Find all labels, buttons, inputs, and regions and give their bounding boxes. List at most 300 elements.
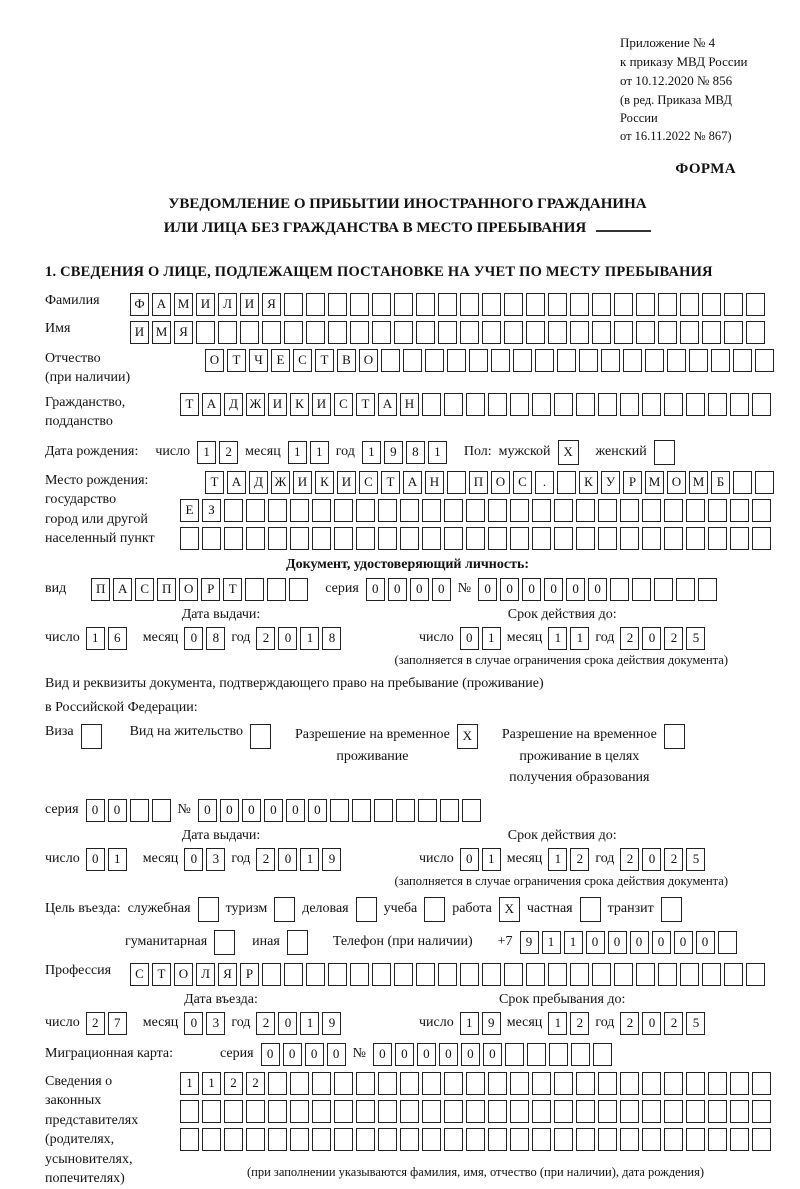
char-cell[interactable]	[730, 393, 749, 416]
char-cell[interactable]: Я	[174, 321, 193, 344]
char-cell[interactable]	[724, 321, 743, 344]
char-cell[interactable]	[658, 963, 677, 986]
char-cell[interactable]	[444, 1100, 463, 1123]
citizenship-cells[interactable]	[180, 393, 771, 416]
char-cell[interactable]	[535, 349, 554, 372]
char-cell[interactable]	[246, 1100, 265, 1123]
char-cell[interactable]	[570, 321, 589, 344]
char-cell[interactable]	[447, 349, 466, 372]
char-cell[interactable]: 5	[686, 848, 705, 871]
char-cell[interactable]: 0	[308, 799, 327, 822]
char-cell[interactable]	[214, 930, 235, 955]
char-cell[interactable]	[510, 1128, 529, 1151]
char-cell[interactable]	[356, 1072, 375, 1095]
char-cell[interactable]	[422, 1100, 441, 1123]
purpose-tourism-checkbox[interactable]	[274, 897, 295, 922]
char-cell[interactable]: И	[240, 293, 259, 316]
residence-permit-checkbox[interactable]	[250, 724, 271, 749]
char-cell[interactable]: М	[174, 293, 193, 316]
char-cell[interactable]: С	[513, 471, 532, 494]
char-cell[interactable]	[680, 321, 699, 344]
char-cell[interactable]	[350, 321, 369, 344]
char-cell[interactable]: 2	[570, 848, 589, 871]
char-cell[interactable]: Т	[356, 393, 375, 416]
char-cell[interactable]: 0	[642, 848, 661, 871]
char-cell[interactable]: С	[130, 963, 149, 986]
char-cell[interactable]	[180, 1100, 199, 1123]
char-cell[interactable]	[510, 1072, 529, 1095]
char-cell[interactable]	[614, 293, 633, 316]
char-cell[interactable]: 0	[566, 578, 585, 601]
representatives-row-3[interactable]	[180, 1128, 771, 1151]
char-cell[interactable]	[469, 349, 488, 372]
char-cell[interactable]: 0	[432, 578, 451, 601]
char-cell[interactable]: 0	[198, 799, 217, 822]
char-cell[interactable]	[438, 293, 457, 316]
char-cell[interactable]	[664, 393, 683, 416]
char-cell[interactable]: 0	[696, 931, 715, 954]
char-cell[interactable]	[444, 1128, 463, 1151]
char-cell[interactable]	[510, 1100, 529, 1123]
char-cell[interactable]: Н	[425, 471, 444, 494]
char-cell[interactable]: А	[152, 293, 171, 316]
char-cell[interactable]	[444, 527, 463, 550]
identity-issue-month[interactable]	[184, 627, 225, 650]
birth-place-row-1[interactable]	[205, 471, 774, 494]
char-cell[interactable]	[746, 293, 765, 316]
char-cell[interactable]: 0	[366, 578, 385, 601]
char-cell[interactable]: Л	[196, 963, 215, 986]
char-cell[interactable]: 1	[300, 1012, 319, 1035]
char-cell[interactable]: Н	[400, 393, 419, 416]
char-cell[interactable]: 0	[483, 1043, 502, 1066]
char-cell[interactable]	[438, 963, 457, 986]
char-cell[interactable]	[352, 799, 371, 822]
temp-residence-edu-checkbox[interactable]	[664, 724, 685, 749]
char-cell[interactable]	[505, 1043, 524, 1066]
char-cell[interactable]: 0	[460, 848, 479, 871]
char-cell[interactable]: 1	[310, 441, 329, 464]
char-cell[interactable]	[620, 499, 639, 522]
char-cell[interactable]	[284, 321, 303, 344]
char-cell[interactable]	[730, 1100, 749, 1123]
char-cell[interactable]	[262, 321, 281, 344]
char-cell[interactable]	[466, 1100, 485, 1123]
char-cell[interactable]: Я	[218, 963, 237, 986]
char-cell[interactable]	[642, 393, 661, 416]
purpose-other-checkbox[interactable]	[287, 930, 308, 955]
temp-residence-checkbox[interactable]	[457, 724, 478, 749]
char-cell[interactable]	[708, 393, 727, 416]
char-cell[interactable]	[598, 1100, 617, 1123]
residence-issue-year[interactable]	[256, 848, 341, 871]
char-cell[interactable]: 0	[278, 627, 297, 650]
char-cell[interactable]: К	[315, 471, 334, 494]
char-cell[interactable]	[378, 527, 397, 550]
identity-valid-month[interactable]	[548, 627, 589, 650]
stay-year[interactable]	[620, 1012, 705, 1035]
char-cell[interactable]	[532, 1072, 551, 1095]
char-cell[interactable]	[526, 963, 545, 986]
char-cell[interactable]	[711, 349, 730, 372]
char-cell[interactable]: 0	[327, 1043, 346, 1066]
char-cell[interactable]	[554, 1072, 573, 1095]
char-cell[interactable]	[460, 963, 479, 986]
char-cell[interactable]: 0	[388, 578, 407, 601]
char-cell[interactable]	[752, 527, 771, 550]
char-cell[interactable]	[396, 799, 415, 822]
char-cell[interactable]	[306, 963, 325, 986]
char-cell[interactable]	[466, 1128, 485, 1151]
char-cell[interactable]: Р	[201, 578, 220, 601]
visa-checkbox[interactable]	[81, 724, 102, 749]
purpose-private-checkbox[interactable]	[580, 897, 601, 922]
birth-month-cells[interactable]	[288, 441, 329, 464]
char-cell[interactable]	[224, 1128, 243, 1151]
char-cell[interactable]	[620, 1072, 639, 1095]
char-cell[interactable]: С	[359, 471, 378, 494]
char-cell[interactable]	[702, 963, 721, 986]
char-cell[interactable]	[664, 724, 685, 749]
char-cell[interactable]: С	[135, 578, 154, 601]
char-cell[interactable]: X	[499, 897, 520, 922]
char-cell[interactable]	[356, 499, 375, 522]
char-cell[interactable]	[378, 1100, 397, 1123]
char-cell[interactable]	[328, 293, 347, 316]
surname-cells[interactable]	[130, 293, 765, 316]
char-cell[interactable]	[224, 1100, 243, 1123]
char-cell[interactable]: 0	[184, 627, 203, 650]
char-cell[interactable]	[422, 1128, 441, 1151]
char-cell[interactable]	[708, 1100, 727, 1123]
char-cell[interactable]	[686, 393, 705, 416]
char-cell[interactable]	[620, 1100, 639, 1123]
char-cell[interactable]: 0	[586, 931, 605, 954]
char-cell[interactable]: 0	[278, 848, 297, 871]
char-cell[interactable]: 1	[108, 848, 127, 871]
char-cell[interactable]: Р	[623, 471, 642, 494]
char-cell[interactable]	[570, 293, 589, 316]
char-cell[interactable]	[312, 1128, 331, 1151]
char-cell[interactable]	[598, 527, 617, 550]
char-cell[interactable]	[202, 1128, 221, 1151]
char-cell[interactable]	[593, 1043, 612, 1066]
entry-day[interactable]	[86, 1012, 127, 1035]
char-cell[interactable]	[642, 1100, 661, 1123]
char-cell[interactable]: К	[290, 393, 309, 416]
char-cell[interactable]	[598, 1128, 617, 1151]
identity-issue-year[interactable]	[256, 627, 341, 650]
char-cell[interactable]	[290, 1128, 309, 1151]
char-cell[interactable]	[287, 930, 308, 955]
char-cell[interactable]	[284, 293, 303, 316]
char-cell[interactable]	[268, 1072, 287, 1095]
char-cell[interactable]	[623, 349, 642, 372]
char-cell[interactable]	[462, 799, 481, 822]
char-cell[interactable]	[526, 293, 545, 316]
char-cell[interactable]	[746, 321, 765, 344]
char-cell[interactable]: 0	[674, 931, 693, 954]
char-cell[interactable]	[642, 1072, 661, 1095]
char-cell[interactable]	[328, 963, 347, 986]
char-cell[interactable]: 3	[206, 1012, 225, 1035]
char-cell[interactable]	[488, 527, 507, 550]
char-cell[interactable]	[246, 527, 265, 550]
char-cell[interactable]: 1	[548, 627, 567, 650]
char-cell[interactable]	[680, 293, 699, 316]
char-cell[interactable]: 0	[261, 1043, 280, 1066]
char-cell[interactable]	[356, 527, 375, 550]
residence-valid-month[interactable]	[548, 848, 589, 871]
migration-series-cells[interactable]	[261, 1043, 346, 1066]
char-cell[interactable]	[218, 321, 237, 344]
char-cell[interactable]: 2	[664, 627, 683, 650]
char-cell[interactable]	[554, 499, 573, 522]
char-cell[interactable]	[664, 527, 683, 550]
char-cell[interactable]	[554, 1100, 573, 1123]
char-cell[interactable]	[548, 963, 567, 986]
char-cell[interactable]: 8	[406, 441, 425, 464]
char-cell[interactable]	[418, 799, 437, 822]
char-cell[interactable]	[755, 349, 774, 372]
char-cell[interactable]	[654, 578, 673, 601]
char-cell[interactable]	[549, 1043, 568, 1066]
char-cell[interactable]: К	[579, 471, 598, 494]
char-cell[interactable]: 0	[652, 931, 671, 954]
char-cell[interactable]	[667, 349, 686, 372]
char-cell[interactable]	[570, 963, 589, 986]
char-cell[interactable]: М	[645, 471, 664, 494]
char-cell[interactable]	[180, 527, 199, 550]
char-cell[interactable]	[444, 499, 463, 522]
char-cell[interactable]	[686, 527, 705, 550]
char-cell[interactable]	[504, 321, 523, 344]
char-cell[interactable]	[592, 963, 611, 986]
residence-number-cells[interactable]	[198, 799, 481, 822]
char-cell[interactable]	[576, 1100, 595, 1123]
char-cell[interactable]: В	[337, 349, 356, 372]
char-cell[interactable]: А	[227, 471, 246, 494]
purpose-transit-checkbox[interactable]	[661, 897, 682, 922]
char-cell[interactable]	[400, 1128, 419, 1151]
migration-number-cells[interactable]	[373, 1043, 612, 1066]
birth-year-cells[interactable]	[362, 441, 447, 464]
char-cell[interactable]	[532, 1128, 551, 1151]
char-cell[interactable]: Я	[262, 293, 281, 316]
char-cell[interactable]	[755, 471, 774, 494]
char-cell[interactable]	[447, 471, 466, 494]
char-cell[interactable]: X	[457, 724, 478, 749]
char-cell[interactable]	[372, 963, 391, 986]
char-cell[interactable]: 8	[322, 627, 341, 650]
char-cell[interactable]: 2	[224, 1072, 243, 1095]
char-cell[interactable]	[733, 471, 752, 494]
representatives-row-1[interactable]	[180, 1072, 771, 1095]
char-cell[interactable]: 1	[482, 627, 501, 650]
char-cell[interactable]: И	[196, 293, 215, 316]
char-cell[interactable]: 1	[460, 1012, 479, 1035]
char-cell[interactable]	[724, 293, 743, 316]
char-cell[interactable]	[598, 1072, 617, 1095]
char-cell[interactable]: 0	[108, 799, 127, 822]
profession-cells[interactable]	[130, 963, 765, 986]
char-cell[interactable]	[290, 1100, 309, 1123]
char-cell[interactable]: 0	[608, 931, 627, 954]
char-cell[interactable]	[601, 349, 620, 372]
char-cell[interactable]	[152, 799, 171, 822]
char-cell[interactable]	[686, 1100, 705, 1123]
char-cell[interactable]	[312, 1072, 331, 1095]
char-cell[interactable]	[328, 321, 347, 344]
char-cell[interactable]	[284, 963, 303, 986]
char-cell[interactable]: Е	[271, 349, 290, 372]
char-cell[interactable]	[246, 499, 265, 522]
char-cell[interactable]: 2	[256, 627, 275, 650]
char-cell[interactable]	[466, 1072, 485, 1095]
char-cell[interactable]	[444, 1072, 463, 1095]
char-cell[interactable]: 9	[322, 848, 341, 871]
char-cell[interactable]	[746, 963, 765, 986]
char-cell[interactable]	[554, 1128, 573, 1151]
char-cell[interactable]	[598, 393, 617, 416]
char-cell[interactable]	[620, 1128, 639, 1151]
char-cell[interactable]	[636, 321, 655, 344]
purpose-study-checkbox[interactable]	[424, 897, 445, 922]
char-cell[interactable]: 0	[460, 627, 479, 650]
char-cell[interactable]	[680, 963, 699, 986]
char-cell[interactable]: 0	[417, 1043, 436, 1066]
char-cell[interactable]	[571, 1043, 590, 1066]
char-cell[interactable]: П	[469, 471, 488, 494]
char-cell[interactable]	[290, 499, 309, 522]
char-cell[interactable]	[466, 499, 485, 522]
purpose-work-checkbox[interactable]	[499, 897, 520, 922]
char-cell[interactable]	[548, 321, 567, 344]
char-cell[interactable]: 9	[384, 441, 403, 464]
phone-cells[interactable]	[520, 931, 737, 954]
char-cell[interactable]	[676, 578, 695, 601]
char-cell[interactable]	[180, 1128, 199, 1151]
char-cell[interactable]: А	[378, 393, 397, 416]
char-cell[interactable]	[661, 897, 682, 922]
char-cell[interactable]	[733, 349, 752, 372]
char-cell[interactable]	[548, 293, 567, 316]
birth-place-row-2[interactable]	[180, 499, 774, 522]
char-cell[interactable]: Л	[218, 293, 237, 316]
char-cell[interactable]	[664, 499, 683, 522]
char-cell[interactable]	[488, 1128, 507, 1151]
char-cell[interactable]: З	[202, 499, 221, 522]
char-cell[interactable]	[306, 293, 325, 316]
char-cell[interactable]	[504, 963, 523, 986]
char-cell[interactable]: .	[535, 471, 554, 494]
char-cell[interactable]	[356, 1128, 375, 1151]
char-cell[interactable]	[702, 293, 721, 316]
char-cell[interactable]	[730, 1128, 749, 1151]
char-cell[interactable]: 8	[206, 627, 225, 650]
char-cell[interactable]: М	[689, 471, 708, 494]
char-cell[interactable]	[620, 393, 639, 416]
char-cell[interactable]	[689, 349, 708, 372]
purpose-official-checkbox[interactable]	[198, 897, 219, 922]
char-cell[interactable]: 5	[686, 1012, 705, 1035]
char-cell[interactable]	[752, 1128, 771, 1151]
char-cell[interactable]	[752, 1100, 771, 1123]
char-cell[interactable]	[422, 527, 441, 550]
char-cell[interactable]: О	[179, 578, 198, 601]
char-cell[interactable]	[642, 1128, 661, 1151]
char-cell[interactable]	[698, 578, 717, 601]
char-cell[interactable]	[425, 349, 444, 372]
char-cell[interactable]: 0	[86, 799, 105, 822]
char-cell[interactable]: 0	[305, 1043, 324, 1066]
char-cell[interactable]	[330, 799, 349, 822]
stay-day[interactable]	[460, 1012, 501, 1035]
char-cell[interactable]	[658, 321, 677, 344]
char-cell[interactable]	[334, 499, 353, 522]
char-cell[interactable]: О	[174, 963, 193, 986]
char-cell[interactable]	[416, 293, 435, 316]
char-cell[interactable]	[403, 349, 422, 372]
char-cell[interactable]: 1	[300, 848, 319, 871]
char-cell[interactable]	[245, 578, 264, 601]
char-cell[interactable]: М	[152, 321, 171, 344]
char-cell[interactable]	[488, 393, 507, 416]
char-cell[interactable]: 0	[86, 848, 105, 871]
char-cell[interactable]: 0	[278, 1012, 297, 1035]
char-cell[interactable]: 1	[564, 931, 583, 954]
char-cell[interactable]	[416, 963, 435, 986]
char-cell[interactable]	[444, 393, 463, 416]
char-cell[interactable]	[440, 799, 459, 822]
char-cell[interactable]	[466, 527, 485, 550]
char-cell[interactable]	[576, 499, 595, 522]
representatives-row-2[interactable]	[180, 1100, 771, 1123]
char-cell[interactable]	[532, 1100, 551, 1123]
char-cell[interactable]: 0	[395, 1043, 414, 1066]
char-cell[interactable]	[654, 440, 675, 465]
char-cell[interactable]	[752, 499, 771, 522]
char-cell[interactable]	[130, 799, 149, 822]
stay-month[interactable]	[548, 1012, 589, 1035]
char-cell[interactable]	[334, 1128, 353, 1151]
char-cell[interactable]	[290, 1072, 309, 1095]
char-cell[interactable]: 9	[322, 1012, 341, 1035]
char-cell[interactable]	[686, 499, 705, 522]
char-cell[interactable]	[290, 527, 309, 550]
char-cell[interactable]	[664, 1100, 683, 1123]
char-cell[interactable]	[645, 349, 664, 372]
char-cell[interactable]	[268, 499, 287, 522]
char-cell[interactable]	[312, 499, 331, 522]
char-cell[interactable]: 0	[286, 799, 305, 822]
char-cell[interactable]: 1	[300, 627, 319, 650]
char-cell[interactable]: 0	[522, 578, 541, 601]
char-cell[interactable]	[554, 393, 573, 416]
char-cell[interactable]	[202, 527, 221, 550]
char-cell[interactable]	[642, 499, 661, 522]
char-cell[interactable]	[632, 578, 651, 601]
char-cell[interactable]: Т	[205, 471, 224, 494]
char-cell[interactable]: 2	[620, 627, 639, 650]
char-cell[interactable]	[416, 321, 435, 344]
char-cell[interactable]	[482, 963, 501, 986]
char-cell[interactable]	[334, 1100, 353, 1123]
char-cell[interactable]	[576, 527, 595, 550]
char-cell[interactable]	[400, 527, 419, 550]
char-cell[interactable]	[532, 499, 551, 522]
char-cell[interactable]: 0	[410, 578, 429, 601]
